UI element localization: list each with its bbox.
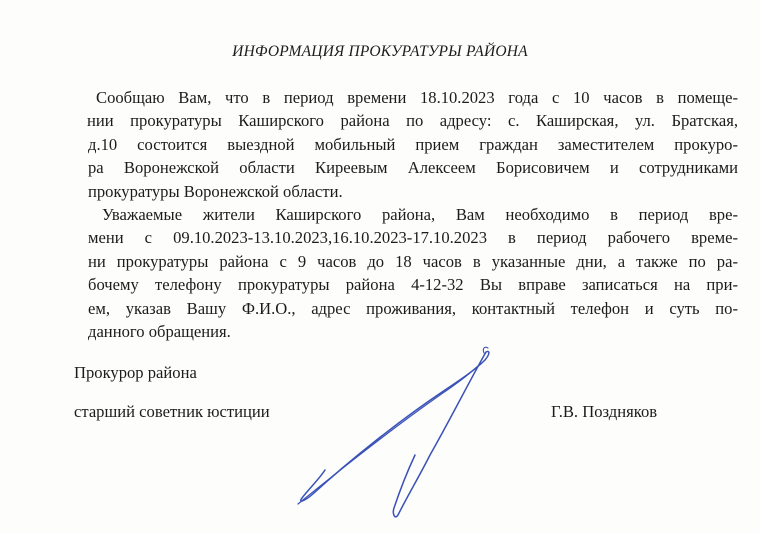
paragraph-registration-info [88,203,738,343]
paragraph-line: мени с 09.10.2023-13.10.2023,16.10.2023-17.10.2023 в период рабочего време- [88,228,738,248]
signature-stroke [301,351,489,516]
paragraph-appointment-info [88,86,738,203]
paragraph-line: нии прокуратуры Каширского района по адресу: с. Каширская, ул. Братская, [87,111,738,131]
handwritten-signature [280,330,520,530]
signatory-position: Прокурор района [74,363,197,382]
paragraph-line: д.10 состоится выездной мобильный прием граждан заместителем прокуро- [88,134,738,154]
paragraph-line: Уважаемые жители Каширского района, Вам необходимо в период вре- [102,205,738,224]
signatory-name: Г.В. Поздняков [551,402,658,421]
signatory-rank: старший советник юстиции [74,402,270,421]
paragraph-line: прокуратуры Воронежской области. [88,181,343,201]
paragraph-line: ни прокуратуры района с 9 часов до 18 часов в указанные дни, а также по ра- [88,251,738,271]
paragraph-line: ра Воронежской области Киреевым Алексеем Борисовичем и сотрудниками [88,158,738,178]
paragraph-line: бочему телефону прокуратуры района 4-12-32 Вы вправе записаться на при- [88,275,738,295]
paragraph-line: данного обращения. [88,321,231,341]
paragraph-line: Сообщаю Вам, что в период времени 18.10.2023 года с 10 часов в помеще- [96,88,738,107]
document-heading: ИНФОРМАЦИЯ ПРОКУРАТУРЫ РАЙОНА [232,43,528,60]
paragraph-line: ем, указав Вашу Ф.И.О., адрес проживания, контактный телефон и суть по- [88,298,738,318]
